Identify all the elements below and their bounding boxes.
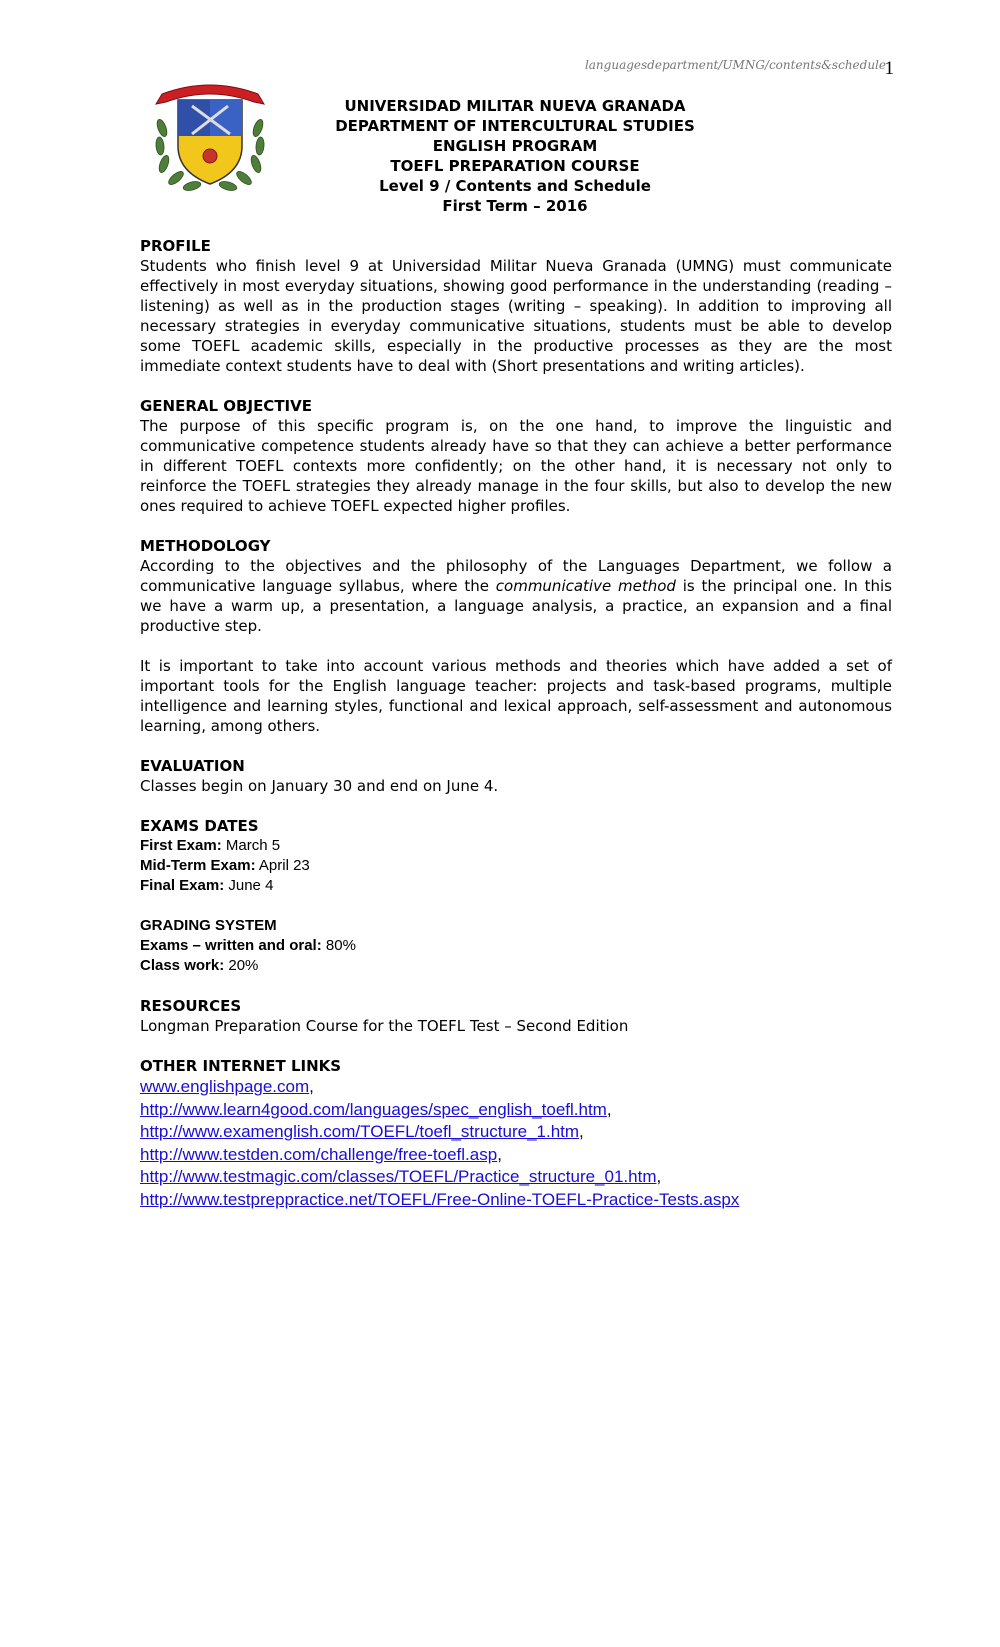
links-heading: OTHER INTERNET LINKS <box>140 1057 342 1075</box>
objective-heading: GENERAL OBJECTIVE <box>140 397 312 415</box>
internet-link[interactable]: http://www.testmagic.com/classes/TOEFL/Practice_structure_01.htm <box>140 1167 657 1186</box>
exam-date: Mid-Term Exam: April 23 <box>140 857 310 874</box>
title-program: ENGLISH PROGRAM <box>432 137 598 155</box>
resources-text: Longman Preparation Course for the TOEFL Test – Second Edition <box>140 1017 629 1035</box>
title-term: First Term – 2016 <box>442 197 588 215</box>
document-title <box>300 96 730 216</box>
title-level: Level 9 / Contents and Schedule <box>379 177 651 195</box>
evaluation-heading: EVALUATION <box>140 757 245 775</box>
methodology-paragraph-2: It is important to take into account various methods and theories which have added a set of important tools for the English language teacher: projects and task-based programs, multiple intelligence and learning styles, functional and lexical approach, self-assessment and autonomous learning, among others. <box>140 657 892 735</box>
university-crest-icon <box>152 76 268 196</box>
title-university: UNIVERSIDAD MILITAR NUEVA GRANADA <box>344 97 686 115</box>
running-header: languagesdepartment/UMNG/contents&schedule <box>584 58 886 72</box>
evaluation-text: Classes begin on January 30 and end on June 4. <box>140 777 499 795</box>
internet-link[interactable]: http://www.testden.com/challenge/free-toefl.asp <box>140 1144 498 1164</box>
objective-text: The purpose of this specific program is, on the one hand, to improve the linguistic and communicative competence students already have so that they can achieve a better performance in different TOEFL contexts more confidently; on the other hand, it is necessary not only to reinforce the TOEFL strategies they already manage in the four skills, but also to develop the new ones required to achieve TOEFL expected higher profiles. <box>140 417 892 515</box>
resources-heading: RESOURCES <box>140 997 242 1015</box>
methodology-paragraph-1: According to the objectives and the philosophy of the Languages Department, we follow a communicative language syllabus, where the communicative method is the principal one. In this we have a warm up, a presentation, a language analysis, a practice, an expansion and a final productive step. <box>140 557 892 635</box>
methodology-heading: METHODOLOGY <box>140 537 271 555</box>
page-number: 1 <box>884 58 894 79</box>
profile-heading: PROFILE <box>140 237 211 255</box>
exam-date: First Exam: March 5 <box>140 837 281 854</box>
grading-item: Class work: 20% <box>140 957 259 974</box>
grading-heading: GRADING SYSTEM <box>140 917 277 934</box>
document-body <box>140 236 892 1211</box>
grading-item: Exams – written and oral: 80% <box>140 937 356 954</box>
exams-heading: EXAMS DATES <box>140 817 259 835</box>
internet-link[interactable]: www.englishpage.com <box>140 1077 310 1096</box>
title-course: TOEFL PREPARATION COURSE <box>390 157 640 175</box>
exam-date: Final Exam: June 4 <box>140 877 274 894</box>
title-department: DEPARTMENT OF INTERCULTURAL STUDIES <box>335 117 695 135</box>
internet-link[interactable]: http://www.examenglish.com/TOEFL/toefl_structure_1.htm <box>140 1122 580 1141</box>
internet-link[interactable]: http://www.learn4good.com/languages/spec_english_toefl.htm <box>140 1099 607 1119</box>
profile-text: Students who finish level 9 at Universidad Militar Nueva Granada (UMNG) must communicate effectively in most everyday situations, showing good performance in the understanding (reading – listening) as well as in the production stages (writing – speaking). In addition to improving all necessary strategies in everyday communicative situations, students must be able to develop some TOEFL academic skills, especially in the productive processes as they are the most immediate context students have to deal with (Short presentations and writing articles). <box>140 257 892 375</box>
internet-link[interactable]: http://www.testpreppractice.net/TOEFL/Free-Online-TOEFL-Practice-Tests.aspx <box>140 1189 740 1209</box>
link-list: www.englishpage.com, http://www.learn4good.com/languages/spec_english_toefl.htm, http://www.examenglish.com/TOEFL/toefl_structure_1.htm, http://www.testden.com/challenge/free-toefl.asp, http://www.testmagic.com/classes/TOEFL/Practice_structure_01.htm, http://www.testpreppractice.net/TOEFL/Free-Online-TOEFL-Practice-Tests.aspx <box>140 1077 740 1209</box>
